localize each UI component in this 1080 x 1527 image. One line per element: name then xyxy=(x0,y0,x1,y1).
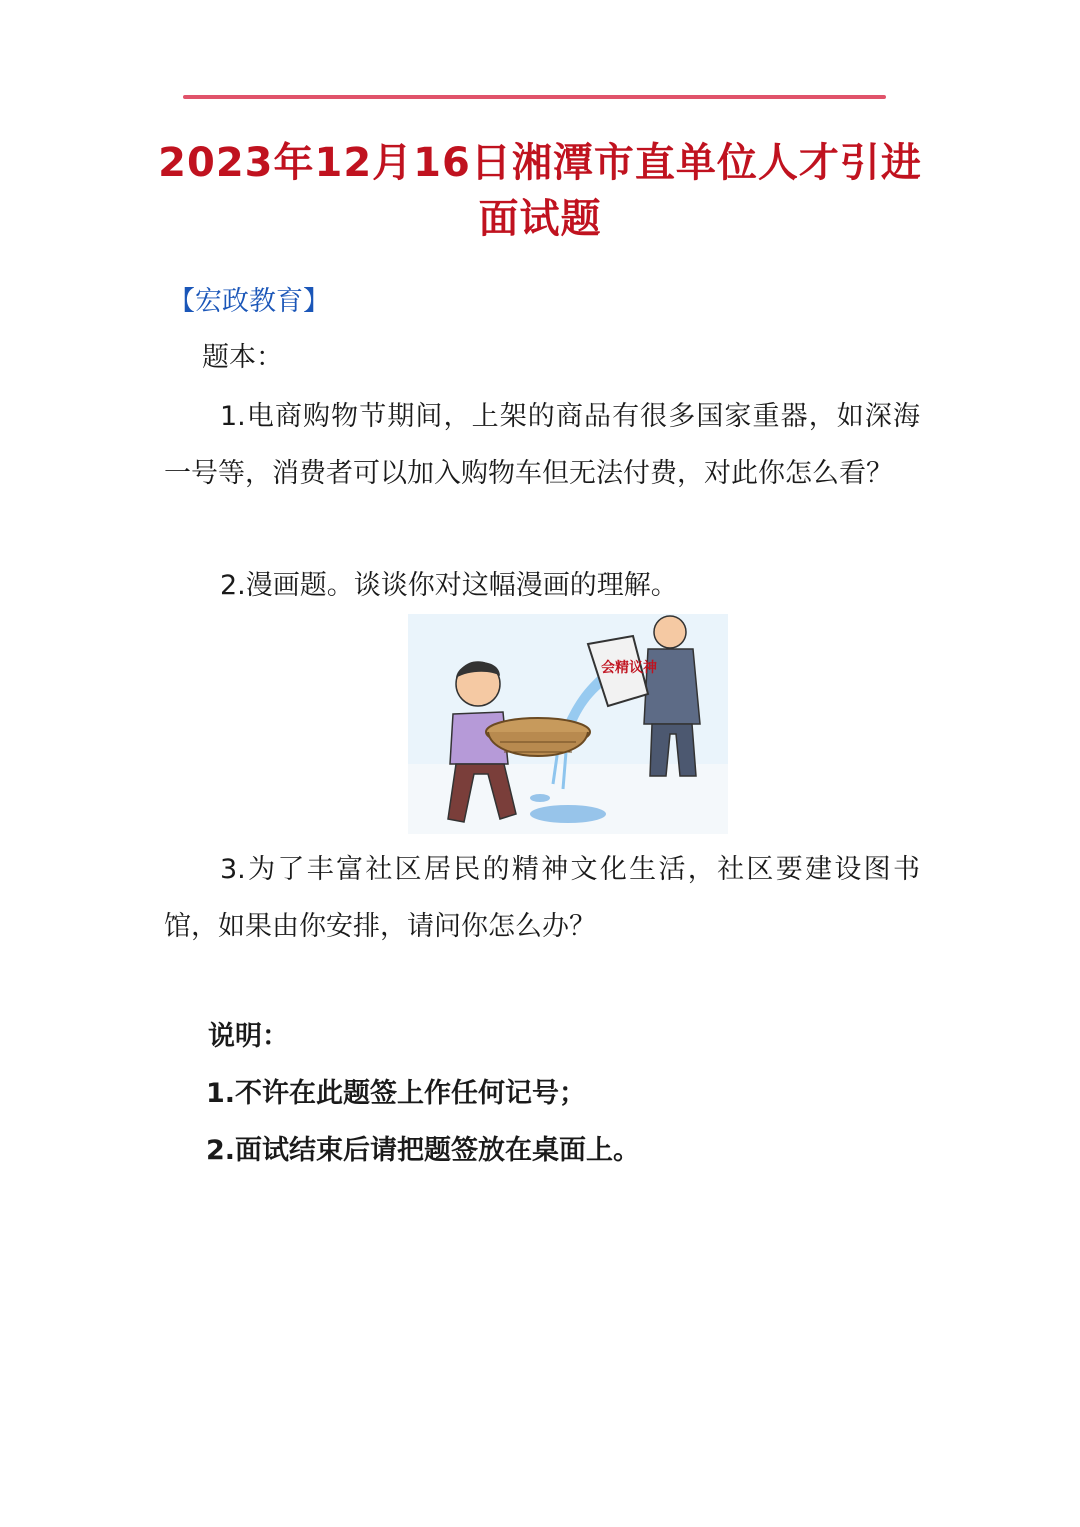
cartoon-illustration xyxy=(408,614,728,834)
note-item: 1.不许在此题签上作任何记号； xyxy=(206,1078,587,1109)
question-1: 1.电商购物节期间，上架的商品有很多国家重器，如深海一号等，消费者可以加入购物车但无法付费，对此你怎么看？ xyxy=(164,401,920,489)
question-2: 2.漫画题。谈谈你对这幅漫画的理解。 xyxy=(220,570,678,601)
top-divider xyxy=(183,95,886,99)
category-label: 【宏政教育】 xyxy=(168,286,330,317)
question-3: 3.为了丰富社区居民的精神文化生活，社区要建设图书馆，如果由你安排，请问你怎么办？ xyxy=(164,854,920,942)
bucket-label: 会精议神 xyxy=(601,660,657,676)
page-title: 2023年12月16日湘潭市直单位人才引进面试题 xyxy=(158,140,922,242)
body-label: 题本： xyxy=(202,342,283,373)
notes-title: 说明： xyxy=(208,1021,289,1052)
note-item: 2.面试结束后请把题签放在桌面上。 xyxy=(206,1135,641,1166)
